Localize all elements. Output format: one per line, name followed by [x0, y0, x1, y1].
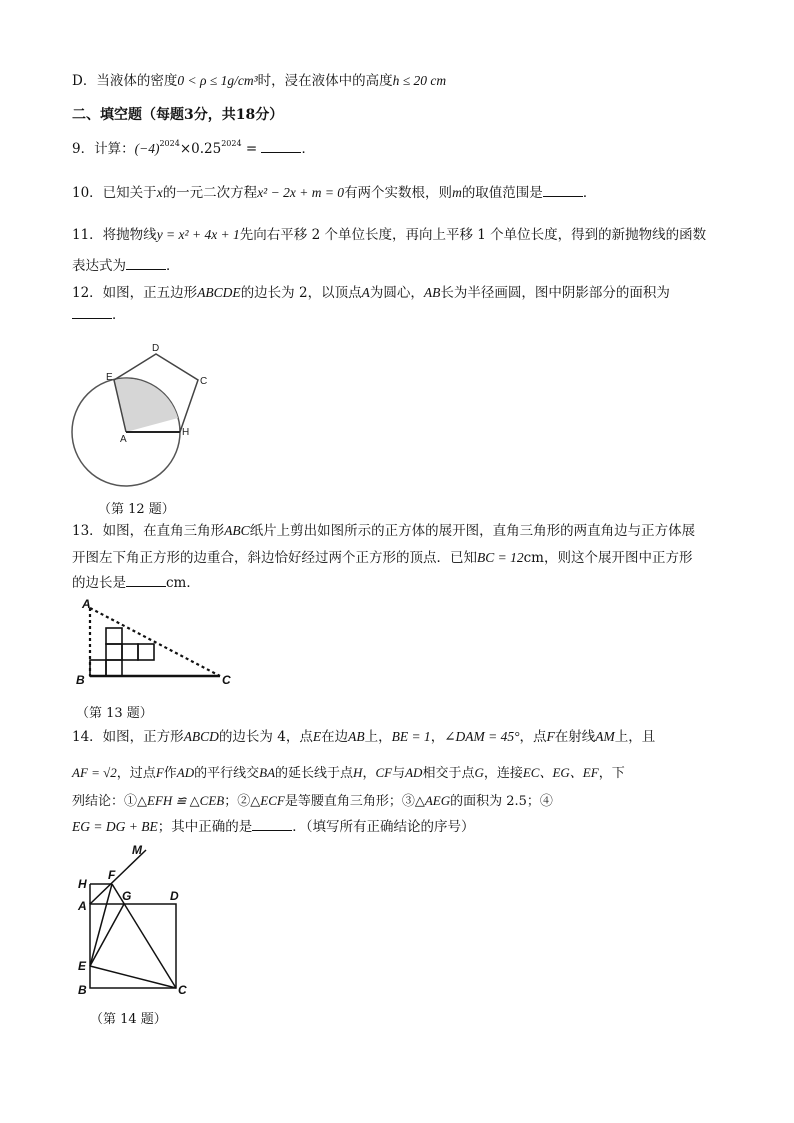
option-d-formula2: h ≤ 20 cm [392, 73, 447, 88]
question-14-line3: 列结论：①△EFH ≌ △CEB；②△ECF是等腰直角三角形；③△AEG的面积为 2.5；④ [72, 793, 553, 809]
figure-13 [74, 598, 244, 690]
fig14-label-g: G [122, 889, 132, 903]
question-14: 14．如图，正方形ABCD的边长为 4，点E在边AB上，BE = 1，∠DAM = 45°，点F在射线AM上，且 [72, 729, 656, 745]
question-12-line2: ． [72, 306, 126, 324]
question-12: 12．如图，正五边形ABCDE的边长为 2，以顶点A为圆心，AB长为半径画圆，图中阴影部分的面积为 [72, 285, 670, 301]
caption-14: （第 14 题） [90, 1012, 167, 1027]
fig14-label-m: M [132, 843, 142, 857]
answer-blank-13[interactable] [126, 574, 166, 587]
question-11-line2: 表达式为 ． [72, 258, 180, 274]
question-14-line4: EG = DG + BE；其中正确的是 ．（填写所有正确结论的序号） [72, 819, 475, 835]
fig14-label-b: B [78, 983, 87, 997]
question-14-line2: AF = √2，过点F作AD的平行线交BA的延长线于点H，CF与AD相交于点G，连接EC、EG、EF，下 [72, 765, 625, 781]
fig12-label-e: E [106, 372, 113, 383]
option-d: D．当液体的密度0 < ρ ≤ 1g/cm³时，浸在液体中的高度h ≤ 20 cm [72, 73, 447, 89]
fig14-label-a: A [78, 899, 87, 913]
fig12-label-a: A [120, 434, 127, 445]
fig14-label-h: H [78, 877, 87, 891]
section-title: 二、填空题（每题3分，共18分） [72, 107, 284, 123]
question-9: 9．计算：$(-4)^{2024}\times 0.25^{2024}$ = ． [72, 139, 315, 157]
fig14-segment-ec [90, 966, 176, 988]
fig13-net-square [122, 644, 138, 660]
fig13-label-a: A [82, 598, 91, 611]
fig13-net-square [90, 660, 106, 676]
fig12-label-b: H [182, 427, 190, 438]
question-13-line2: 开图左下角正方形的边重合，斜边恰好经过两个正方形的顶点．已知BC = 12cm，则这个展开图中正方形 [72, 550, 693, 566]
question-10: 10．已知关于x的一元二次方程x² − 2x + m = 0有两个实数根，则m的取值范围是 ． [72, 185, 597, 201]
answer-blank-10[interactable] [543, 184, 583, 197]
fig14-label-f: F [108, 868, 116, 882]
fig13-net-square [106, 628, 122, 644]
question-11: 11．将抛物线y = x² + 4x + 1先向右平移 2 个单位长度，再向上平移 1 个单位长度，得到的新抛物线的函数 [72, 227, 707, 243]
fig12-label-c: C [200, 376, 208, 387]
fig13-label-b: B [76, 673, 85, 687]
fig12-label-d: D [152, 343, 160, 354]
answer-blank-14[interactable] [252, 818, 292, 831]
figure-12 [70, 336, 230, 496]
question-13: 13．如图，在直角三角形ABC纸片上剪出如图所示的正方体的展开图，直角三角形的两直角边与正方体展 [72, 523, 696, 539]
fig14-label-c: C [178, 983, 187, 997]
fig13-cube-net [90, 628, 154, 676]
caption-12: （第 12 题） [98, 502, 175, 517]
fig13-hypotenuse [90, 608, 220, 676]
fig14-segment-eg [90, 904, 124, 966]
fig14-label-d: D [170, 889, 179, 903]
answer-blank-11[interactable] [126, 257, 166, 270]
figure-14 [74, 840, 214, 1000]
fig14-label-e: E [78, 959, 87, 973]
option-d-formula: 0 < ρ ≤ 1g/cm³ [177, 73, 258, 88]
caption-13: （第 13 题） [76, 706, 153, 721]
answer-blank-12[interactable] [72, 306, 112, 319]
fig13-net-square [106, 660, 122, 676]
fig13-net-square [106, 644, 122, 660]
fig14-segment-ef [90, 884, 112, 966]
answer-blank-9[interactable] [261, 140, 301, 153]
fig13-label-c: C [222, 673, 231, 687]
fig14-ray-am [90, 850, 146, 904]
question-13-line3: 的边长是 cm． [72, 575, 200, 591]
fig13-net-square [138, 644, 154, 660]
